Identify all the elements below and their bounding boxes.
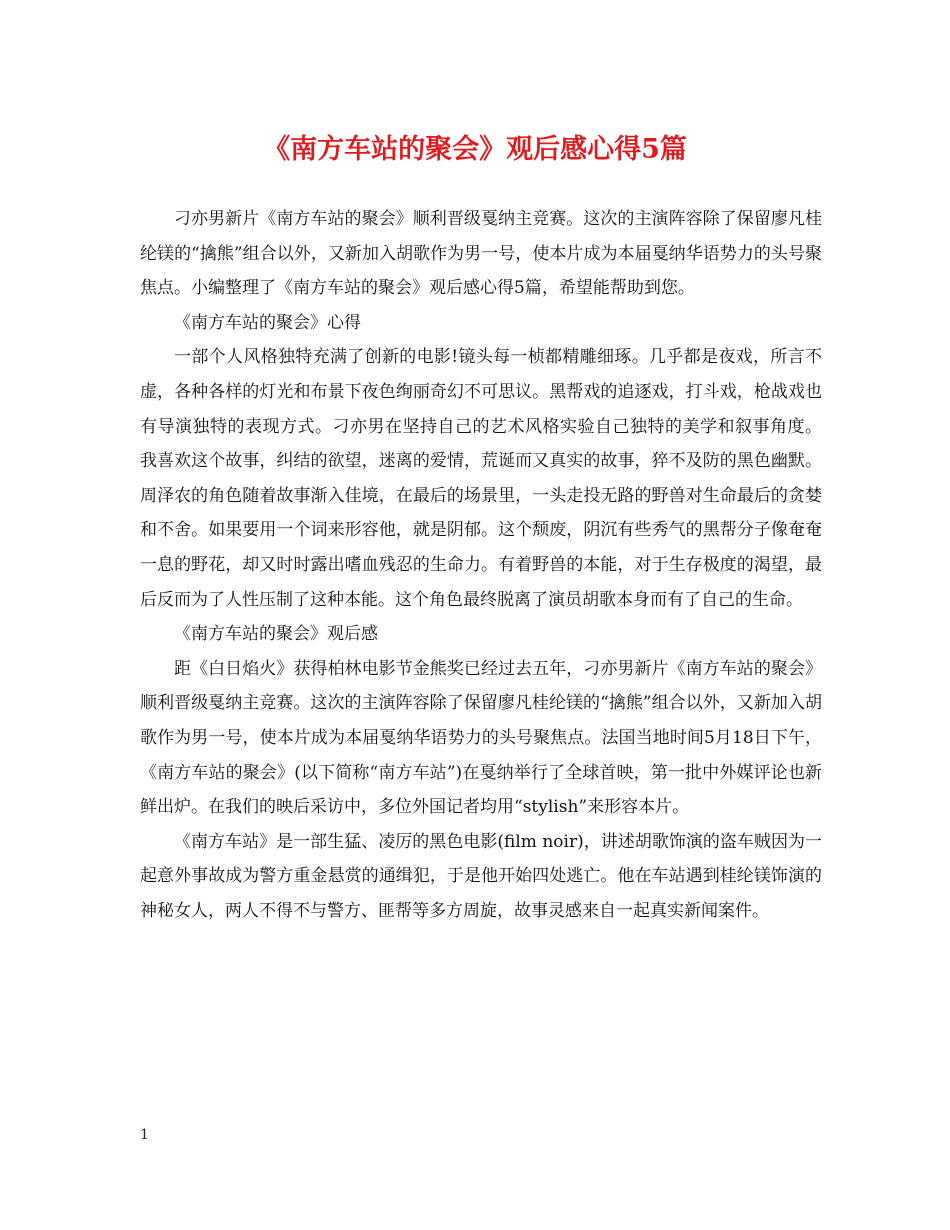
section-heading-guanhougan: 《南方车站的聚会》观后感	[174, 624, 378, 645]
review-paragraph-2: 距《白日焰火》获得柏林电影节金熊奖已经过去五年，刁亦男新片《南方车站的聚会》顺利晋级戛纳主竞赛。这次的主演阵容除了保留廖凡桂纶镁的“擒熊”组合以外，又新加入胡歌作为男一号，使本片成为本届戛纳华语势力的头号聚焦点。法国当地时间5月18日下午，《南方车站的聚会》(以下简称“南方车站”)在戛纳举行了全球首映，第一批中外媒评论也新鲜出炉。在我们的映后采访中，多位外国记者均用“stylish”来形容本片。	[140, 658, 822, 818]
page-number: 1	[140, 1127, 149, 1143]
section-heading-xinde: 《南方车站的聚会》心得	[174, 312, 361, 333]
document-title: 《南方车站的聚会》观后感心得5篇	[263, 134, 687, 165]
review-paragraph-1: 一部个人风格独特充满了创新的电影!镜头每一桢都精雕细琢。几乎都是夜戏，所言不虚，各种各样的灯光和布景下夜色绚丽奇幻不可思议。黑帮戏的追逐戏，打斗戏，枪战戏也有导演独特的表现方式。刁亦男在坚持自己的艺术风格实验自己独特的美学和叙事角度。 我喜欢这个故事，纠结的欲望，迷离的爱情，荒诞而又真实的故事，猝不及防的黑色幽默。 周泽农的角色随着故事渐入佳境，在最后的场景里，一头走投无路的野兽对生命最后的贪婪和不舍。如果要用一个词来形容他，就是阴郁。这个颓废，阴沉有些秀气的黑帮分子像奄奄一息的野花，却又时时露出嗜血残忍的生命力。有着野兽的本能，对于生存极度的渴望，最后反而为了人性压制了这种本能。这个角色最终脱离了演员胡歌本身而有了自己的生命。	[140, 347, 822, 610]
review-paragraph-3: 《南方车站》是一部生猛、凌厉的黑色电影(film noir)，讲述胡歌饰演的盗车贼因为一起意外事故成为警方重金悬赏的通缉犯，于是他开始四处逃亡。他在车站遇到桂纶镁饰演的神秘女人，两人不得不与警方、匪帮等多方周旋，故事灵感来自一起真实新闻案件。	[140, 831, 822, 921]
document-body	[140, 202, 822, 928]
intro-paragraph: 刁亦男新片《南方车站的聚会》顺利晋级戛纳主竞赛。这次的主演阵容除了保留廖凡桂纶镁的“擒熊”组合以外，又新加入胡歌作为男一号，使本片成为本届戛纳华语势力的头号聚焦点。小编整理了《南方车站的聚会》观后感心得5篇，希望能帮助到您。	[140, 209, 822, 299]
